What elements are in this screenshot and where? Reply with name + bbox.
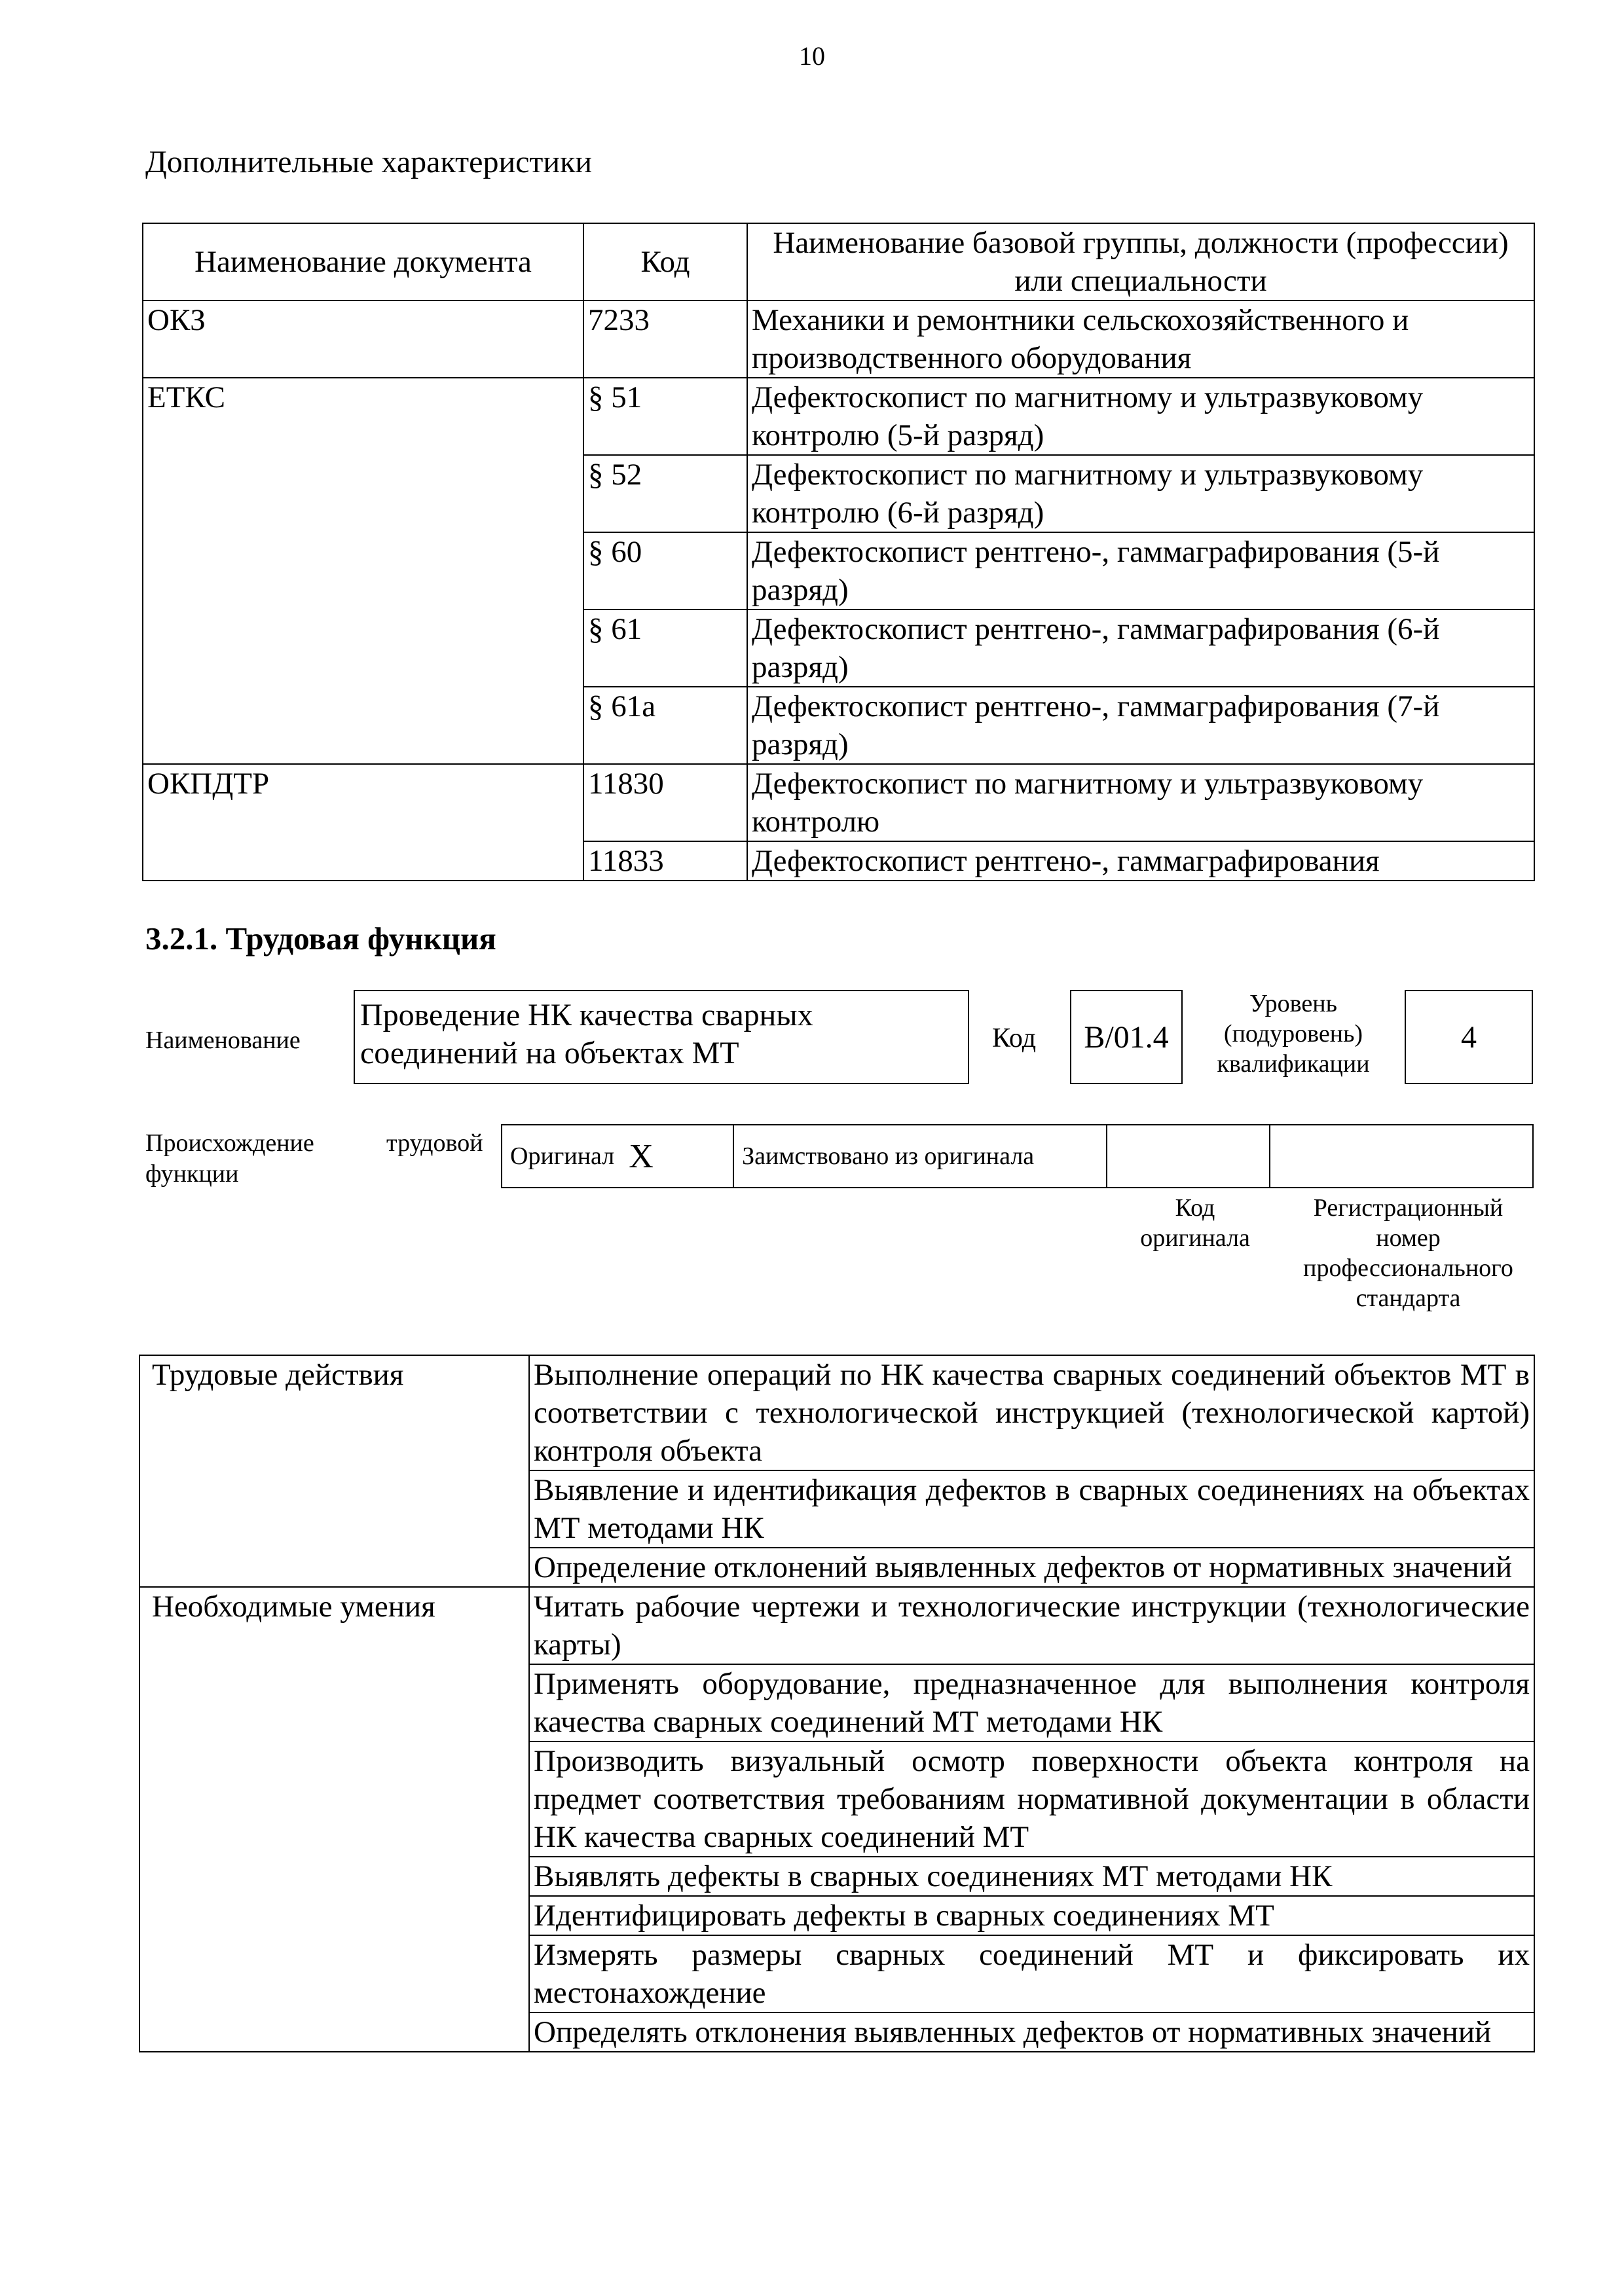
- skills-label: Необходимые умения: [139, 1587, 529, 2052]
- name-cell: Дефектоскопист рентгено-, гаммаграфирования (6-й разряд): [747, 610, 1534, 687]
- original-label: Оригинал: [510, 1142, 615, 1170]
- work-table: [139, 1355, 1535, 2052]
- header-code: Код: [583, 223, 747, 301]
- name-cell: Дефектоскопист по магнитному и ультразвуковому контролю: [747, 764, 1534, 841]
- page-number: 10: [799, 41, 825, 71]
- code-cell: § 61: [583, 610, 747, 687]
- caption-line: стандарта: [1356, 1285, 1461, 1312]
- table-row: [143, 378, 1534, 455]
- caption-line: Регистрационный: [1313, 1194, 1504, 1222]
- action-item: Выявление и идентификация дефектов в сварных соединениях на объектах МТ методами НК: [529, 1470, 1534, 1548]
- name-cell: Механики и ремонтники сельскохозяйственного и производственного оборудования: [747, 301, 1534, 378]
- skill-item: Применять оборудование, предназначенное для выполнения контроля качества сварных соединений МТ методами НК: [529, 1664, 1534, 1741]
- name-cell: Дефектоскопист рентгено-, гаммаграфирования (7-й разряд): [747, 687, 1534, 764]
- section-title: 3.2.1. Трудовая функция: [145, 920, 496, 957]
- code-cell: § 52: [583, 455, 747, 532]
- name-cell: Дефектоскопист по магнитному и ультразвуковому контролю (6-й разряд): [747, 455, 1534, 532]
- table-header-row: [143, 223, 1534, 301]
- header-group-name: Наименование базовой группы, должности (профессии) или специальности: [747, 223, 1534, 301]
- skill-item: Производить визуальный осмотр поверхности объекта контроля на предмет соответствия требованиям нормативной документации в области НК качества сварных соединений МТ: [529, 1741, 1534, 1857]
- caption-line: Код: [1175, 1194, 1215, 1222]
- function-code-box: B/01.4: [1070, 990, 1183, 1084]
- name-cell: Дефектоскопист по магнитному и ультразвуковому контролю (5-й разряд): [747, 378, 1534, 455]
- code-original-caption: [1113, 1193, 1277, 1253]
- code-cell: § 61а: [583, 687, 747, 764]
- table-row: [143, 301, 1534, 378]
- original-mark: X: [629, 1137, 654, 1175]
- origin-label: функции: [145, 1160, 239, 1188]
- action-item: Определение отклонений выявленных дефектов от нормативных значений: [529, 1548, 1534, 1587]
- name-cell: Дефектоскопист рентгено-, гаммаграфирования: [747, 841, 1534, 881]
- skill-item: Определять отклонения выявленных дефектов от нормативных значений: [529, 2013, 1534, 2052]
- extra-characteristics-table: [142, 223, 1535, 881]
- level-label-line: Уровень: [1249, 990, 1337, 1017]
- actions-label: Трудовые действия: [139, 1355, 529, 1587]
- caption-line: профессионального: [1303, 1254, 1513, 1282]
- skill-item: Измерять размеры сварных соединений МТ и фиксировать их местонахождение: [529, 1935, 1534, 2013]
- header-document-name: Наименование документа: [143, 223, 583, 301]
- code-label: Код: [992, 1023, 1037, 1053]
- code-cell: § 60: [583, 532, 747, 610]
- skill-item: Идентифицировать дефекты в сварных соединениях МТ: [529, 1896, 1534, 1935]
- borrowed-cell: Заимствовано из оригинала: [734, 1125, 1107, 1187]
- caption-line: оригинала: [1140, 1224, 1250, 1252]
- doc-etks: ЕТКС: [143, 378, 583, 764]
- doc-okpdtr: ОКПДТР: [143, 764, 583, 881]
- level-label-line: (подуровень): [1223, 1020, 1363, 1048]
- function-name-box: Проведение НК качества сварных соединений на объектах МТ: [354, 990, 969, 1084]
- code-cell: § 51: [583, 378, 747, 455]
- action-item: Выполнение операций по НК качества сварных соединений объектов МТ в соответствии с технологической инструкцией (технологической картой) контроля объекта: [529, 1355, 1534, 1470]
- origin-row: [501, 1124, 1534, 1188]
- origin-label: трудовой: [386, 1129, 483, 1157]
- table-row: [143, 764, 1534, 841]
- level-label: [1198, 989, 1388, 1079]
- original-cell: [502, 1125, 734, 1187]
- name-label: Наименование: [145, 1027, 301, 1054]
- origin-label: Происхождение: [145, 1129, 314, 1157]
- original-code-cell: [1107, 1125, 1270, 1187]
- extra-characteristics-heading: Дополнительные характеристики: [145, 145, 593, 179]
- qualification-level-box: 4: [1405, 990, 1533, 1084]
- code-cell: 7233: [583, 301, 747, 378]
- doc-okz: ОКЗ: [143, 301, 583, 378]
- reg-number-caption: [1277, 1193, 1540, 1313]
- skill-item: Выявлять дефекты в сварных соединениях МТ методами НК: [529, 1857, 1534, 1896]
- name-cell: Дефектоскопист рентгено-, гаммаграфирования (5-й разряд): [747, 532, 1534, 610]
- table-row: [139, 1355, 1534, 1470]
- skill-item: Читать рабочие чертежи и технологические инструкции (технологические карты): [529, 1587, 1534, 1664]
- table-row: [139, 1587, 1534, 1664]
- reg-number-cell: [1270, 1125, 1532, 1187]
- caption-line: номер: [1376, 1224, 1441, 1252]
- code-cell: 11833: [583, 841, 747, 881]
- level-label-line: квалификации: [1217, 1050, 1370, 1078]
- code-cell: 11830: [583, 764, 747, 841]
